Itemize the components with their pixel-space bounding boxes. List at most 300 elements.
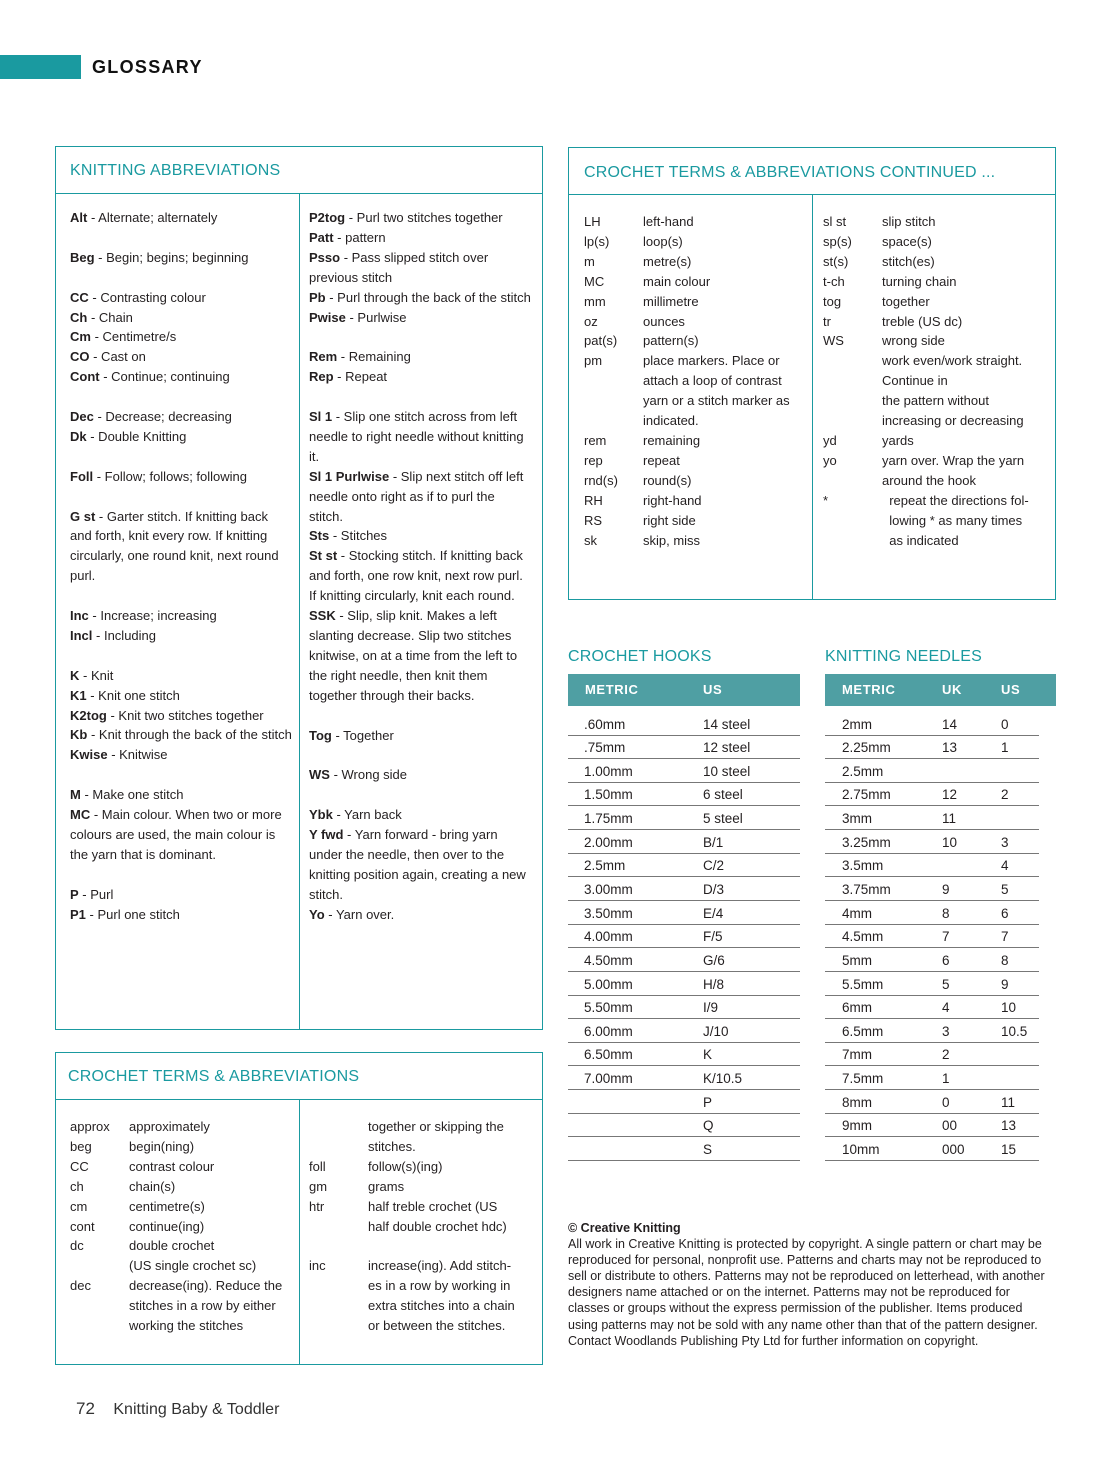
abbreviation-term: CO — [70, 349, 90, 365]
term-abbreviation: beg — [70, 1138, 92, 1154]
abbreviation-entry — [309, 347, 531, 367]
abbreviation-term: Patt — [309, 229, 334, 245]
table-row — [825, 854, 1039, 878]
knitting-abbreviations-left-column — [70, 208, 292, 924]
table-cell: 000 — [942, 1141, 965, 1157]
term-meaning: half treble crochet (US — [368, 1198, 498, 1214]
abbreviation-definition: - Slip, slip knit. Makes a left slanting decrease. Slip two stitches knitwise, on at a time from the left to the right needle, then knit them together through their backs. — [309, 608, 518, 703]
table-cell: K/10.5 — [703, 1071, 743, 1087]
table-row — [568, 925, 800, 949]
table-cell: 4.5mm — [842, 929, 884, 945]
table-row — [568, 830, 800, 854]
term-abbreviation: sp(s) — [823, 233, 852, 249]
abbreviation-entry — [309, 526, 531, 546]
abbreviation-term: Kwise — [70, 747, 108, 763]
table-row — [568, 948, 800, 972]
term-abbreviation: sk — [584, 532, 597, 548]
abbreviation-term: K — [70, 667, 80, 683]
abbreviation-definition: - Purl — [78, 886, 114, 902]
table-cell: 9 — [942, 882, 950, 897]
table-row — [825, 783, 1039, 807]
term-meaning: grams — [368, 1178, 405, 1194]
term-abbreviation — [823, 471, 882, 491]
table-cell: F/5 — [703, 929, 723, 945]
entry-spacer — [70, 765, 292, 785]
table-cell: 10 steel — [703, 763, 751, 779]
abbreviation-entry — [309, 467, 531, 527]
term-meaning: yarn or a stitch marker as — [643, 393, 790, 409]
table-cell: 6 — [1001, 905, 1009, 921]
table-cell: 7.5mm — [842, 1071, 884, 1087]
table-cell: C/2 — [703, 858, 725, 874]
table-cell: 1 — [1001, 740, 1009, 756]
abbreviation-entry — [70, 407, 292, 427]
table-cell: 12 steel — [703, 740, 751, 756]
table-cell: 6.50mm — [584, 1047, 633, 1063]
table-cell: 13 — [942, 740, 958, 756]
term-meaning: work even/work straight. — [882, 353, 1023, 369]
copyright-body: All work in Creative Knitting is protected by copyright. A single pattern or chart may be reproduced for personal, nonprofit use. Patterns and charts may not be reproduced to sell or distribute to others. Patterns may not be reproduced on letterhead, with another designers name attached or on the internet. Patterns may not be reproduced for classes or groups without the express permission of the publisher. Items produced using patterns may not be sold with any name other than that of the pattern designer. Contact Woodlands Publishing Pty Ltd for further information on copyright. — [568, 1237, 1045, 1348]
abbreviation-term: Cm — [70, 329, 91, 345]
table-cell: 13 — [1001, 1118, 1017, 1134]
term-abbreviation: gm — [309, 1178, 328, 1194]
entry-spacer — [309, 327, 531, 347]
term-abbreviation: LH — [584, 214, 601, 229]
abbreviation-entry — [70, 745, 292, 765]
term-abbreviation — [309, 1137, 368, 1157]
abbreviation-definition: - Garter stitch. If knitting back and forth, knit every row. If knitting circularly, one round knit, next round purl. — [70, 508, 279, 584]
term-abbreviation — [584, 391, 643, 411]
crochet-hooks-header-row — [568, 674, 800, 706]
abbreviation-definition: - Purl through the back of the stitch — [325, 289, 531, 305]
term-meaning: lowing * as many times — [882, 512, 1023, 528]
abbreviation-definition: - Chain — [87, 309, 133, 325]
term-meaning: right-hand — [643, 492, 702, 508]
abbreviation-term: Sl 1 — [309, 409, 333, 425]
table-cell: 2 — [1001, 787, 1009, 803]
abbreviation-entry — [70, 308, 292, 328]
table-cell: 10 — [1001, 1000, 1017, 1016]
abbreviation-entry — [70, 706, 292, 726]
abbreviation-entry — [309, 367, 531, 387]
table-cell: 3mm — [842, 811, 872, 827]
header-us: US — [1001, 682, 1021, 697]
entry-spacer — [309, 785, 531, 805]
table-cell: 1 — [942, 1071, 950, 1087]
term-meaning: chain(s) — [129, 1178, 176, 1194]
term-meaning: pattern(s) — [643, 333, 699, 349]
term-abbreviation — [70, 1256, 129, 1276]
knitting-abbreviations-box — [55, 146, 543, 1030]
term-meaning: skip, miss — [643, 532, 701, 548]
term-meaning: yards — [882, 432, 914, 448]
table-row — [568, 1043, 800, 1067]
table-cell: 8 — [942, 905, 950, 921]
abbreviation-definition: - Main colour. When two or more colours are used, the main colour is the yarn that is dominant. — [70, 807, 282, 862]
table-cell: 3.50mm — [584, 905, 633, 921]
table-cell: H/8 — [703, 976, 725, 992]
table-cell: 4.50mm — [584, 952, 633, 968]
abbreviation-term: Ch — [70, 309, 88, 325]
term-abbreviation — [584, 411, 643, 431]
page-footer — [76, 1399, 279, 1419]
abbreviation-term: M — [70, 787, 81, 803]
term-meaning: remaining — [643, 432, 701, 448]
table-cell: 3.25mm — [842, 834, 891, 850]
term-abbreviation: RH — [584, 492, 603, 508]
abbreviation-entry — [70, 606, 292, 626]
term-abbreviation: cont — [70, 1218, 95, 1234]
abbreviation-definition: - Knit — [79, 667, 114, 683]
table-row — [825, 1043, 1039, 1067]
entry-spacer — [70, 387, 292, 407]
term-abbreviation: ch — [70, 1178, 84, 1194]
table-cell: 5mm — [842, 952, 872, 968]
table-row — [825, 1090, 1039, 1114]
abbreviation-entry — [309, 805, 531, 825]
table-cell: 0 — [942, 1094, 950, 1110]
abbreviation-definition: - Purl one stitch — [85, 906, 180, 922]
term-meaning: continue(ing) — [129, 1218, 205, 1234]
table-row — [825, 1066, 1039, 1090]
term-meaning: round(s) — [643, 472, 692, 488]
abbreviation-entry — [70, 507, 292, 587]
knitting-abbreviations-header — [56, 147, 542, 194]
publication-name: Knitting Baby & Toddler — [113, 1401, 280, 1418]
abbreviation-entry — [70, 905, 292, 925]
abbreviation-entry — [70, 686, 292, 706]
table-cell: 5.5mm — [842, 976, 884, 992]
term-abbreviation — [309, 1316, 368, 1336]
term-abbreviation — [584, 371, 643, 391]
term-meaning: right side — [643, 512, 696, 528]
table-row — [568, 996, 800, 1020]
table-cell: 7 — [942, 929, 950, 945]
table-row — [568, 783, 800, 807]
abbreviation-term: Alt — [70, 210, 88, 225]
table-cell: 12 — [942, 787, 958, 803]
table-cell: 4 — [942, 1000, 950, 1016]
term-meaning: stitches in a row by either — [129, 1298, 276, 1314]
term-abbreviation: tr — [823, 313, 831, 329]
term-abbreviation: mm — [584, 293, 606, 309]
table-cell: 2.75mm — [842, 787, 891, 803]
entry-spacer — [309, 706, 531, 726]
abbreviation-entry — [309, 726, 531, 746]
term-abbreviation — [309, 1276, 368, 1296]
table-row — [825, 877, 1039, 901]
term-abbreviation: * — [823, 492, 829, 508]
table-cell: 2mm — [842, 716, 872, 732]
column-divider — [299, 1100, 300, 1364]
abbreviation-term: CC — [70, 289, 89, 305]
table-row — [568, 1066, 800, 1090]
term-meaning: (US single crochet sc) — [129, 1258, 257, 1274]
term-abbreviation — [823, 411, 882, 431]
term-abbreviation — [823, 531, 882, 551]
term-abbreviation: MC — [584, 273, 605, 289]
abbreviation-term: Yo — [309, 906, 325, 922]
abbreviation-definition: - Yarn forward - bring yarn under the needle, then over to the knitting position again, creating a new stitch. — [309, 827, 526, 902]
abbreviation-definition: - Contrasting colour — [88, 289, 206, 305]
knitting-needles-header-row — [825, 674, 1056, 706]
table-row — [568, 1090, 800, 1114]
abbreviation-definition: - Purlwise — [345, 309, 407, 325]
table-cell: P — [703, 1094, 713, 1110]
term-abbreviation — [309, 1296, 368, 1316]
term-meaning — [368, 1236, 543, 1256]
table-row — [825, 1019, 1039, 1043]
term-abbreviation — [823, 511, 882, 531]
term-meaning: yarn over. Wrap the yarn — [882, 452, 1025, 468]
table-cell: 9mm — [842, 1118, 872, 1134]
table-row — [568, 877, 800, 901]
copyright-heading: © Creative Knitting — [568, 1221, 681, 1235]
table-cell: 2.5mm — [584, 858, 626, 874]
abbreviation-term: Pwise — [309, 309, 346, 325]
copyright-notice — [568, 1220, 1052, 1349]
table-row — [825, 925, 1039, 949]
crochet-terms-continued-box — [568, 147, 1056, 600]
table-cell: D/3 — [703, 882, 725, 897]
abbreviation-entry — [309, 288, 531, 308]
table-cell: 3.75mm — [842, 882, 891, 897]
table-cell: 5 steel — [703, 811, 743, 827]
entry-spacer — [70, 646, 292, 666]
term-abbreviation: dc — [70, 1238, 84, 1254]
term-meaning: or between the stitches. — [368, 1318, 506, 1334]
abbreviation-definition: - Slip one stitch across from left needle to right needle without knitting it. — [309, 409, 524, 464]
table-cell: 8 — [1001, 952, 1009, 968]
abbreviation-entry — [70, 248, 292, 268]
crochet-continued-title: CROCHET TERMS & ABBREVIATIONS CONTINUED ... — [584, 164, 996, 181]
table-cell: 10mm — [842, 1141, 880, 1157]
term-abbreviation: CC — [70, 1158, 89, 1174]
table-cell: 6 steel — [703, 787, 743, 803]
entry-spacer — [70, 268, 292, 288]
abbreviation-term: Sl 1 Purlwise — [309, 468, 390, 484]
table-row — [825, 901, 1039, 925]
table-cell: K — [703, 1047, 713, 1063]
table-row — [568, 1114, 800, 1138]
table-cell: 8mm — [842, 1094, 872, 1110]
table-row — [825, 996, 1039, 1020]
abbreviation-entry — [309, 248, 531, 288]
table-cell: 7.00mm — [584, 1071, 633, 1087]
term-abbreviation — [309, 1117, 368, 1137]
term-meaning: together or skipping the — [368, 1119, 504, 1134]
term-meaning: wrong side — [882, 333, 945, 349]
crochet-continued-header — [569, 148, 1055, 195]
abbreviation-entry — [70, 785, 292, 805]
abbreviation-definition: - Slip next stitch off left needle onto right as if to purl the stitch. — [309, 468, 524, 524]
term-abbreviation: rem — [584, 432, 607, 448]
term-abbreviation — [823, 351, 882, 371]
abbreviation-definition: - Begin; begins; beginning — [94, 249, 249, 265]
abbreviation-term: MC — [70, 807, 91, 823]
abbreviation-term: K1 — [70, 687, 87, 703]
term-abbreviation: inc — [309, 1258, 326, 1274]
abbreviation-term: Kb — [70, 727, 88, 743]
abbreviation-definition: - Wrong side — [329, 767, 408, 783]
entry-spacer — [70, 487, 292, 507]
abbreviation-definition: - Increase; increasing — [88, 608, 217, 624]
table-cell: 3.00mm — [584, 882, 633, 897]
table-cell: 5.50mm — [584, 1000, 633, 1016]
abbreviation-term: Foll — [70, 468, 94, 484]
table-cell: 4mm — [842, 905, 872, 921]
abbreviation-definition: - Follow; follows; following — [93, 468, 247, 484]
term-abbreviation: approx — [70, 1119, 110, 1134]
table-cell: 11 — [1001, 1094, 1016, 1110]
abbreviation-definition: - Centimetre/s — [90, 329, 177, 345]
abbreviation-definition: - Continue; continuing — [99, 369, 230, 385]
abbreviation-definition: - Pass slipped stitch over previous stitch — [309, 249, 489, 285]
crochet-continued-right-column — [823, 212, 1057, 550]
table-row — [568, 759, 800, 783]
abbreviation-term: P1 — [70, 906, 86, 922]
abbreviation-definition: - Repeat — [333, 369, 388, 385]
table-row — [568, 972, 800, 996]
knitting-abbreviations-right-column — [309, 208, 531, 925]
table-cell: 0 — [1001, 716, 1009, 732]
term-abbreviation: rep — [584, 452, 603, 468]
term-meaning: stitch(es) — [882, 253, 935, 269]
abbreviation-entry — [70, 805, 292, 865]
term-meaning: treble (US dc) — [882, 313, 963, 329]
header-metric: METRIC — [585, 682, 639, 697]
table-cell: J/10 — [703, 1023, 729, 1039]
abbreviation-definition: - Double Knitting — [86, 428, 187, 444]
term-abbreviation: sl st — [823, 214, 847, 229]
term-meaning: repeat the directions fol- — [882, 492, 1029, 508]
term-meaning: extra stitches into a chain — [368, 1298, 515, 1314]
abbreviation-term: Pb — [309, 289, 326, 305]
table-cell: 6.00mm — [584, 1023, 633, 1039]
term-meaning: follow(s)(ing) — [368, 1158, 443, 1174]
table-cell: 1.50mm — [584, 787, 633, 803]
abbreviation-entry — [309, 905, 531, 925]
crochet-terms-left-column — [70, 1117, 299, 1336]
table-cell: 6mm — [842, 1000, 872, 1016]
table-cell: 14 steel — [703, 716, 751, 732]
table-cell: 4 — [1001, 858, 1009, 874]
term-meaning: half double crochet hdc) — [368, 1218, 507, 1234]
term-meaning: working the stitches — [129, 1318, 244, 1334]
term-meaning: indicated. — [643, 413, 699, 429]
abbreviation-definition: - Knit through the back of the stitch — [87, 727, 292, 743]
table-row — [825, 759, 1039, 783]
abbreviation-term: Rem — [309, 349, 338, 365]
abbreviation-definition: - Yarn back — [332, 807, 402, 823]
table-row — [568, 1019, 800, 1043]
table-row — [568, 901, 800, 925]
term-meaning: as indicated — [882, 532, 959, 548]
term-abbreviation: t-ch — [823, 273, 845, 289]
term-meaning: attach a loop of contrast — [643, 373, 782, 389]
abbreviation-entry — [70, 666, 292, 686]
term-abbreviation: tog — [823, 293, 842, 309]
table-cell: 3.5mm — [842, 858, 884, 874]
table-cell: E/4 — [703, 905, 724, 921]
abbreviation-definition: - Stocking stitch. If knitting back and forth, one row knit, next row purl. If knitting circularly, knit each round. — [309, 548, 523, 604]
abbreviation-definition: - Together — [331, 727, 394, 743]
table-row — [568, 807, 800, 831]
term-meaning: left-hand — [643, 214, 694, 229]
abbreviation-entry — [70, 725, 292, 745]
term-meaning: repeat — [643, 452, 680, 468]
entry-spacer — [70, 228, 292, 248]
abbreviation-term: Rep — [309, 369, 334, 385]
abbreviation-term: Tog — [309, 727, 332, 743]
term-abbreviation: pat(s) — [584, 333, 618, 349]
abbreviation-definition: - Knit one stitch — [86, 687, 180, 703]
table-row — [568, 712, 800, 736]
knitting-abbreviations-title: KNITTING ABBREVIATIONS — [70, 162, 281, 179]
abbreviation-definition: - Decrease; decreasing — [93, 409, 232, 425]
table-cell: 7 — [1001, 929, 1009, 945]
table-cell: .75mm — [584, 740, 626, 756]
abbreviation-term: Dk — [70, 428, 87, 444]
abbreviation-definition: - Including — [92, 627, 156, 643]
term-meaning: ounces — [643, 313, 685, 329]
table-cell: 1.00mm — [584, 763, 633, 779]
abbreviation-entry — [309, 546, 531, 606]
header-accent-bar — [0, 55, 81, 79]
header-uk: UK — [942, 682, 962, 697]
abbreviation-definition: - Cast on — [89, 349, 146, 365]
table-cell: Q — [703, 1118, 714, 1134]
term-abbreviation: WS — [823, 333, 844, 349]
term-abbreviation: cm — [70, 1198, 88, 1214]
term-abbreviation: st(s) — [823, 253, 849, 269]
abbreviation-definition: - Yarn over. — [324, 906, 395, 922]
term-meaning: stitches. — [368, 1138, 416, 1154]
table-row — [825, 1114, 1039, 1138]
term-meaning: turning chain — [882, 273, 957, 289]
term-meaning: place markers. Place or — [643, 353, 780, 369]
abbreviation-entry — [70, 467, 292, 487]
crochet-terms-title: CROCHET TERMS & ABBREVIATIONS — [68, 1068, 360, 1085]
crochet-terms-box — [55, 1052, 543, 1365]
abbreviation-entry — [70, 885, 292, 905]
abbreviation-term: St st — [309, 548, 338, 564]
knitting-needles-title: KNITTING NEEDLES — [825, 648, 983, 665]
abbreviation-term: Y fwd — [309, 827, 344, 843]
table-cell: 6 — [942, 952, 950, 968]
table-cell: 9 — [1001, 976, 1009, 992]
term-meaning: centimetre(s) — [129, 1198, 205, 1214]
abbreviation-term: P2tog — [309, 210, 346, 225]
abbreviation-entry — [70, 367, 292, 387]
table-cell: 10 — [942, 834, 958, 850]
abbreviation-definition: - Stitches — [329, 528, 388, 544]
term-meaning: es in a row by working in — [368, 1278, 511, 1294]
table-row — [825, 948, 1039, 972]
term-abbreviation: htr — [309, 1198, 325, 1214]
term-abbreviation: foll — [309, 1158, 326, 1174]
entry-spacer — [309, 745, 531, 765]
abbreviation-term: SSK — [309, 608, 336, 624]
table-cell: 5 — [1001, 882, 1009, 897]
term-abbreviation: yo — [823, 452, 837, 468]
abbreviation-definition: - Remaining — [337, 349, 411, 365]
crochet-hooks-title: CROCHET HOOKS — [568, 648, 712, 665]
term-abbreviation — [823, 391, 882, 411]
term-meaning: increase(ing). Add stitch- — [368, 1258, 512, 1274]
term-meaning: contrast colour — [129, 1158, 215, 1174]
table-cell: 5.00mm — [584, 976, 633, 992]
